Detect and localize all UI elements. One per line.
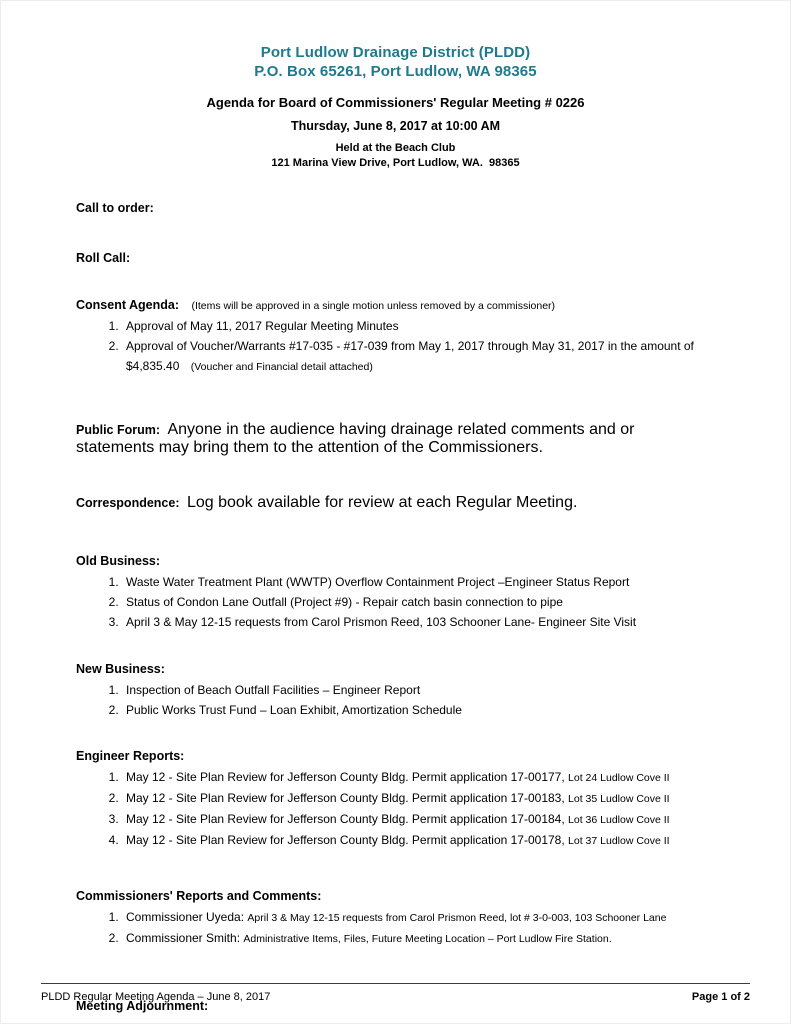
list-item-note: Administrative Items, Files, Future Meeting Location – Port Ludlow Fire Station. <box>243 933 612 945</box>
meeting-adjournment-heading: Meeting Adjournment: <box>76 999 209 1013</box>
footer-document-title: PLDD Regular Meeting Agenda – June 8, 2017 <box>41 991 271 1003</box>
list-item <box>122 316 715 336</box>
list-item <box>122 767 715 788</box>
list-item <box>122 700 715 720</box>
list-item-note: Lot 36 Ludlow Cove II <box>568 814 670 826</box>
list-item-text: Commissioner Uyeda: <box>126 910 245 924</box>
new-business-list <box>76 680 715 720</box>
venue-address: 121 Marina View Drive, Port Ludlow, WA. 98365 <box>271 157 520 169</box>
list-item-text: Commissioner Smith: <box>126 931 241 945</box>
org-address: P.O. Box 65261, Port Ludlow, WA 98365 <box>254 63 537 80</box>
list-item-note: Lot 35 Ludlow Cove II <box>568 793 670 805</box>
section-commissioners-reports <box>76 887 715 949</box>
list-item-text: Approval of Voucher/Warrants #17-035 - #17-039 from May 1, 2017 through May 31, 2017 in the amount of $4,835.40 <box>126 339 694 373</box>
list-item-text: Inspection of Beach Outfall Facilities – Engineer Report <box>126 683 421 697</box>
list-item <box>122 336 715 377</box>
list-item <box>122 830 715 851</box>
old-business-list <box>76 572 715 632</box>
list-item <box>122 592 715 612</box>
section-engineer-reports <box>76 747 715 851</box>
list-item-text: May 12 - Site Plan Review for Jefferson County Bldg. Permit application 17-00183, <box>126 791 565 805</box>
agenda-title: Agenda for Board of Commissioners' Regular Meeting # 0226 <box>206 95 585 110</box>
list-item-note: April 3 & May 12-15 requests from Carol Prismon Reed, lot # 3-0-003, 103 Schooner Lane <box>247 912 667 924</box>
public-forum-text: Anyone in the audience having drainage related comments and or statements may bring them to the attention of the Commissioners. <box>76 421 635 456</box>
commissioners-reports-heading: Commissioners' Reports and Comments: <box>76 889 322 903</box>
call-to-order-heading: Call to order: <box>76 201 154 215</box>
list-item <box>122 907 715 928</box>
section-correspondence <box>76 494 715 512</box>
list-item <box>122 928 715 949</box>
section-new-business <box>76 660 715 720</box>
list-item-note: Lot 24 Ludlow Cove II <box>568 772 670 784</box>
list-item <box>122 788 715 809</box>
correspondence-heading: Correspondence: <box>76 496 180 510</box>
list-item-text: Approval of May 11, 2017 Regular Meeting Minutes <box>126 319 399 333</box>
footer-page-number: Page 1 of 2 <box>691 991 750 1003</box>
new-business-heading: New Business: <box>76 662 165 676</box>
list-item <box>122 680 715 700</box>
list-item-text: May 12 - Site Plan Review for Jefferson County Bldg. Permit application 17-00178, <box>126 833 565 847</box>
document-header <box>76 43 715 171</box>
list-item-text: May 12 - Site Plan Review for Jefferson County Bldg. Permit application 17-00184, <box>126 812 565 826</box>
correspondence-text: Log book available for review at each Regular Meeting. <box>186 494 578 511</box>
section-roll-call <box>76 249 715 267</box>
consent-agenda-note: (Items will be approved in a single motion unless removed by a commissioner) <box>191 300 556 312</box>
list-item-text: Status of Condon Lane Outfall (Project #9) - Repair catch basin connection to pipe <box>126 595 563 609</box>
org-name: Port Ludlow Drainage District (PLDD) <box>260 44 531 61</box>
roll-call-heading: Roll Call: <box>76 251 131 265</box>
section-consent-agenda <box>76 296 715 377</box>
section-public-forum <box>76 421 715 457</box>
list-item-text: April 3 & May 12-15 requests from Carol Prismon Reed, 103 Schooner Lane- Engineer Site Visit <box>126 615 637 629</box>
consent-agenda-heading: Consent Agenda: <box>76 298 180 312</box>
old-business-heading: Old Business: <box>76 554 161 568</box>
consent-agenda-list <box>76 316 715 377</box>
page-footer <box>41 983 750 1003</box>
agenda-body <box>76 199 715 1015</box>
list-item <box>122 809 715 830</box>
commissioners-reports-list <box>76 907 715 949</box>
list-item <box>122 612 715 632</box>
engineer-reports-heading: Engineer Reports: <box>76 749 185 763</box>
section-old-business <box>76 552 715 632</box>
list-item-note: (Voucher and Financial detail attached) <box>190 361 373 373</box>
list-item-text: Public Works Trust Fund – Loan Exhibit, Amortization Schedule <box>126 703 462 717</box>
list-item-text: May 12 - Site Plan Review for Jefferson County Bldg. Permit application 17-00177, <box>126 770 565 784</box>
engineer-reports-list <box>76 767 715 851</box>
list-item <box>122 572 715 592</box>
agenda-datetime: Thursday, June 8, 2017 at 10:00 AM <box>290 119 501 133</box>
section-call-to-order <box>76 199 715 217</box>
list-item-text: Waste Water Treatment Plant (WWTP) Overflow Containment Project –Engineer Status Report <box>126 575 630 589</box>
public-forum-heading: Public Forum: <box>76 423 161 437</box>
venue-name: Held at the Beach Club <box>335 142 456 154</box>
list-item-note: Lot 37 Ludlow Cove II <box>568 835 670 847</box>
